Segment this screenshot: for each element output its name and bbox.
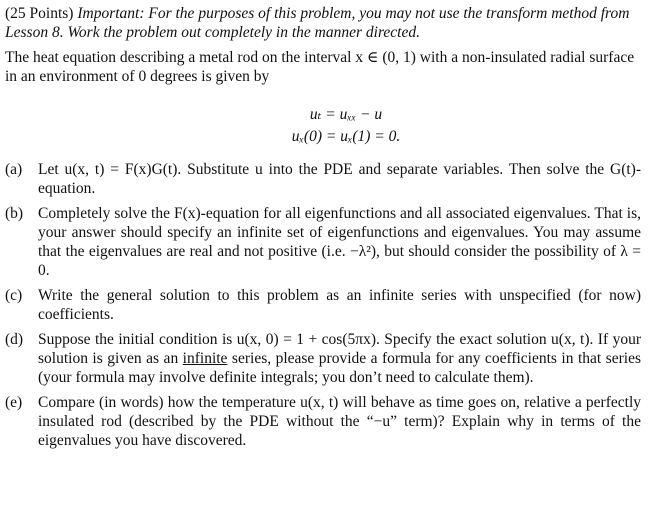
problem-parts	[5, 160, 641, 450]
part-label: (b)	[5, 205, 24, 222]
part-d	[5, 330, 641, 387]
part-label: (a)	[5, 161, 23, 178]
part-c	[5, 286, 641, 324]
part-text: Completely solve the F(x)-equation for all eigenfunctions and all associated eigenvalues. That is, your answer should specify an infinite set of eigenfunctions and eigenvalues. You may assume that the eigenvalues are real and not positive (i.e. −λ²), but should consider the possibility of λ = 0.	[38, 205, 641, 279]
heat-equation: uₜ = uₓₓ − u	[309, 106, 383, 123]
part-label: (c)	[5, 287, 23, 304]
part-label: (e)	[5, 394, 23, 411]
part-text: Compare (in words) how the temperature u(x, t) will behave as time goes on, relative a perfectly insulated rod (described by the PDE without the “−u” term)? Explain why in terms of the eigenvalues you have discovered.	[38, 394, 641, 449]
boundary-conditions: uₓ(0) = uₓ(1) = 0.	[291, 128, 401, 145]
problem-intro	[5, 4, 641, 42]
part-text: Let u(x, t) = F(x)G(t). Substitute u into the PDE and separate variables. Then solve the G(t)-equation.	[38, 161, 641, 197]
part-b	[5, 204, 641, 280]
part-text: Write the general solution to this problem as an infinite series with unspecified (for now) coefficients.	[38, 287, 641, 323]
problem-statement: The heat equation describing a metal rod on the interval x ∈ (0, 1) with a non-insulated radial surface in an environment of 0 degrees is given by	[5, 49, 635, 85]
part-text	[38, 330, 641, 387]
underlined-word: infinite	[182, 350, 228, 367]
part-text-end: series, please provide a formula for any coefficients in that series (your formula may involve definite integrals; you don’t need to calculate them).	[38, 350, 641, 386]
part-a	[5, 160, 641, 198]
points-label: (25 Points)	[5, 5, 74, 22]
part-text-start: Suppose the initial condition is u(x, 0) = 1 + cos(5πx). Specify the exact solution u(x, t). If your solution is given as an	[38, 331, 641, 367]
problem-document	[5, 4, 641, 456]
pde-system	[5, 104, 641, 148]
part-e	[5, 393, 641, 450]
important-note: Important: For the purposes of this problem, you may not use the transform method from Lesson 8. Work the problem out completely in the manner directed.	[5, 5, 630, 41]
part-label: (d)	[5, 331, 24, 348]
